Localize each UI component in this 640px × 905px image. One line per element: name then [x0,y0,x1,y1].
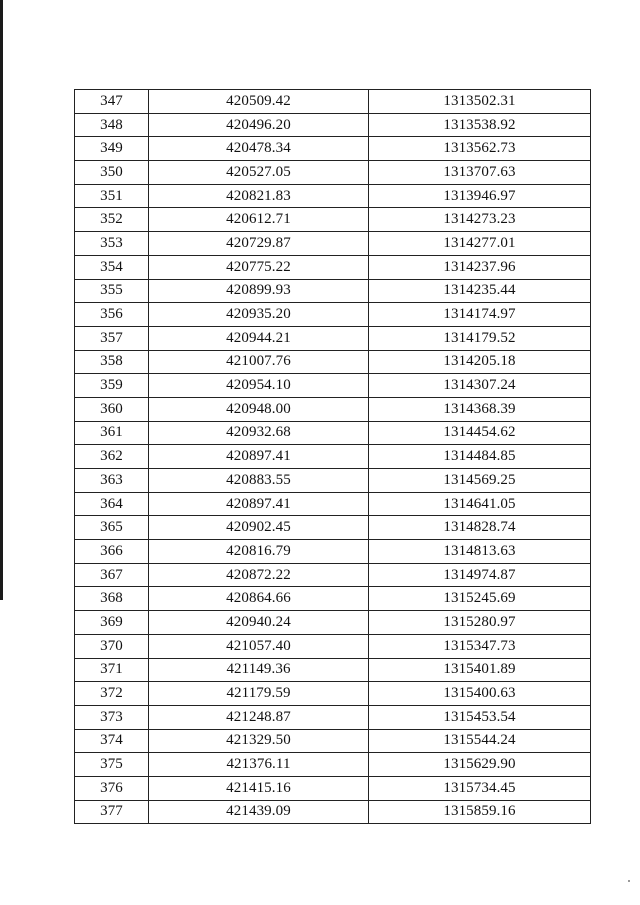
x-coordinate-cell: 420612.71 [149,208,369,232]
point-number-cell: 351 [75,184,149,208]
table-row [75,776,591,800]
x-coordinate-cell: 420496.20 [149,113,369,137]
table-row [75,350,591,374]
table-row [75,563,591,587]
point-number-cell: 366 [75,540,149,564]
point-number-cell: 367 [75,563,149,587]
table-row [75,279,591,303]
x-coordinate-cell: 420864.66 [149,587,369,611]
table-row [75,303,591,327]
x-coordinate-cell: 421248.87 [149,705,369,729]
table-row [75,255,591,279]
x-coordinate-cell: 420729.87 [149,232,369,256]
y-coordinate-cell: 1314277.01 [369,232,591,256]
scan-edge-mark [0,0,3,600]
table-row [75,113,591,137]
table-row [75,397,591,421]
point-number-cell: 370 [75,634,149,658]
x-coordinate-cell: 420478.34 [149,137,369,161]
y-coordinate-cell: 1315347.73 [369,634,591,658]
y-coordinate-cell: 1314174.97 [369,303,591,327]
point-number-cell: 350 [75,161,149,185]
point-number-cell: 368 [75,587,149,611]
x-coordinate-cell: 420944.21 [149,326,369,350]
table-row [75,729,591,753]
y-coordinate-cell: 1314454.62 [369,421,591,445]
table-row [75,540,591,564]
x-coordinate-cell: 420883.55 [149,469,369,493]
table-row [75,90,591,114]
x-coordinate-cell: 420940.24 [149,611,369,635]
point-number-cell: 353 [75,232,149,256]
x-coordinate-cell: 421057.40 [149,634,369,658]
y-coordinate-cell: 1314273.23 [369,208,591,232]
point-number-cell: 372 [75,682,149,706]
y-coordinate-cell: 1314569.25 [369,469,591,493]
y-coordinate-cell: 1314235.44 [369,279,591,303]
x-coordinate-cell: 420509.42 [149,90,369,114]
table-row [75,587,591,611]
table-row [75,421,591,445]
y-coordinate-cell: 1315544.24 [369,729,591,753]
x-coordinate-cell: 420954.10 [149,374,369,398]
x-coordinate-cell: 420902.45 [149,516,369,540]
point-number-cell: 365 [75,516,149,540]
table-row [75,492,591,516]
y-coordinate-cell: 1314237.96 [369,255,591,279]
y-coordinate-cell: 1315859.16 [369,800,591,824]
point-number-cell: 348 [75,113,149,137]
point-number-cell: 374 [75,729,149,753]
table-row [75,658,591,682]
x-coordinate-cell: 420935.20 [149,303,369,327]
x-coordinate-cell: 420899.93 [149,279,369,303]
x-coordinate-cell: 420775.22 [149,255,369,279]
coordinate-table-body [75,90,591,824]
x-coordinate-cell: 421007.76 [149,350,369,374]
x-coordinate-cell: 421439.09 [149,800,369,824]
table-row [75,705,591,729]
point-number-cell: 356 [75,303,149,327]
x-coordinate-cell: 420821.83 [149,184,369,208]
table-row [75,184,591,208]
point-number-cell: 375 [75,753,149,777]
y-coordinate-cell: 1315629.90 [369,753,591,777]
table-row [75,137,591,161]
point-number-cell: 355 [75,279,149,303]
y-coordinate-cell: 1314368.39 [369,397,591,421]
y-coordinate-cell: 1313946.97 [369,184,591,208]
x-coordinate-cell: 421415.16 [149,776,369,800]
x-coordinate-cell: 420872.22 [149,563,369,587]
y-coordinate-cell: 1314205.18 [369,350,591,374]
table-row [75,611,591,635]
x-coordinate-cell: 420948.00 [149,397,369,421]
y-coordinate-cell: 1314484.85 [369,445,591,469]
y-coordinate-cell: 1314641.05 [369,492,591,516]
point-number-cell: 373 [75,705,149,729]
y-coordinate-cell: 1313707.63 [369,161,591,185]
y-coordinate-cell: 1314974.87 [369,563,591,587]
table-row [75,326,591,350]
table-row [75,682,591,706]
x-coordinate-cell: 421329.50 [149,729,369,753]
x-coordinate-cell: 420527.05 [149,161,369,185]
table-row [75,445,591,469]
y-coordinate-cell: 1314828.74 [369,516,591,540]
table-row [75,516,591,540]
y-coordinate-cell: 1315453.54 [369,705,591,729]
table-row [75,208,591,232]
x-coordinate-cell: 421149.36 [149,658,369,682]
x-coordinate-cell: 420932.68 [149,421,369,445]
x-coordinate-cell: 421179.59 [149,682,369,706]
point-number-cell: 358 [75,350,149,374]
coordinate-table-container [74,89,590,824]
table-row [75,469,591,493]
y-coordinate-cell: 1314813.63 [369,540,591,564]
y-coordinate-cell: 1315280.97 [369,611,591,635]
point-number-cell: 377 [75,800,149,824]
table-row [75,634,591,658]
table-row [75,161,591,185]
x-coordinate-cell: 420816.79 [149,540,369,564]
point-number-cell: 359 [75,374,149,398]
y-coordinate-cell: 1314307.24 [369,374,591,398]
table-row [75,800,591,824]
coordinate-table [74,89,591,824]
point-number-cell: 360 [75,397,149,421]
x-coordinate-cell: 420897.41 [149,445,369,469]
x-coordinate-cell: 420897.41 [149,492,369,516]
y-coordinate-cell: 1315401.89 [369,658,591,682]
x-coordinate-cell: 421376.11 [149,753,369,777]
point-number-cell: 347 [75,90,149,114]
y-coordinate-cell: 1315400.63 [369,682,591,706]
y-coordinate-cell: 1315734.45 [369,776,591,800]
y-coordinate-cell: 1313502.31 [369,90,591,114]
scan-speck [628,880,630,882]
point-number-cell: 357 [75,326,149,350]
point-number-cell: 352 [75,208,149,232]
point-number-cell: 354 [75,255,149,279]
point-number-cell: 361 [75,421,149,445]
point-number-cell: 371 [75,658,149,682]
point-number-cell: 364 [75,492,149,516]
table-row [75,753,591,777]
y-coordinate-cell: 1314179.52 [369,326,591,350]
point-number-cell: 349 [75,137,149,161]
point-number-cell: 369 [75,611,149,635]
table-row [75,374,591,398]
table-row [75,232,591,256]
point-number-cell: 362 [75,445,149,469]
y-coordinate-cell: 1315245.69 [369,587,591,611]
point-number-cell: 363 [75,469,149,493]
y-coordinate-cell: 1313538.92 [369,113,591,137]
y-coordinate-cell: 1313562.73 [369,137,591,161]
point-number-cell: 376 [75,776,149,800]
